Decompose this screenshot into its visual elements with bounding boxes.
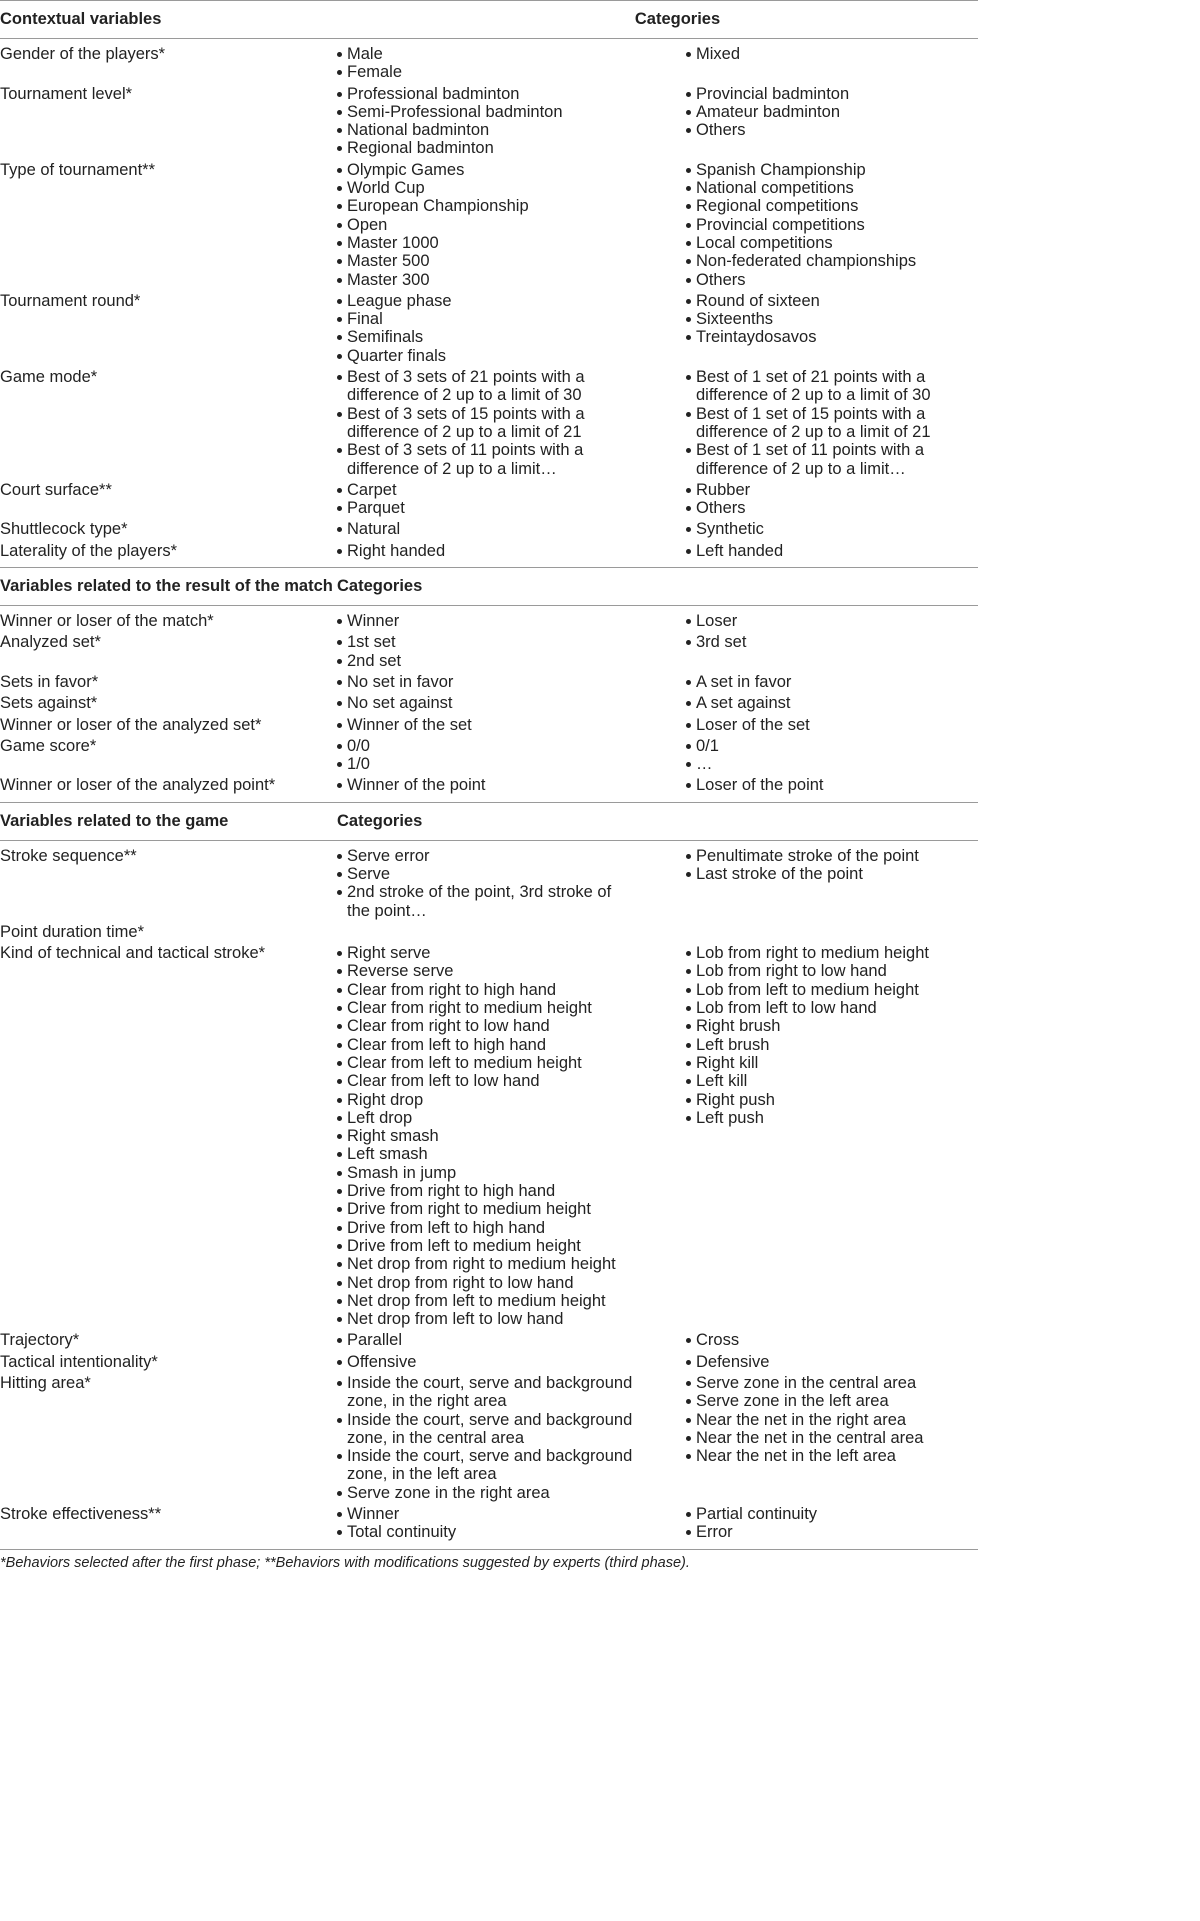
category-item: Amateur badminton	[686, 103, 972, 121]
table-row	[0, 481, 978, 521]
category-item: Rubber	[686, 481, 972, 499]
variable-name: Sets in favor*	[0, 672, 99, 691]
category-item: Male	[337, 45, 634, 63]
section-categories-heading: Categories	[337, 1, 978, 39]
categories-left-column	[337, 520, 686, 541]
section-variables-heading: Variables related to the result of the match	[0, 568, 337, 606]
category-item: 3rd set	[686, 633, 972, 651]
category-list	[686, 85, 972, 140]
category-list	[337, 45, 634, 82]
category-item: Partial continuity	[686, 1505, 972, 1523]
section-categories-heading: Categories	[337, 802, 686, 840]
category-item: Winner of the set	[337, 716, 634, 734]
categories-left-column	[337, 85, 686, 161]
category-list	[337, 1505, 634, 1542]
category-item: National competitions	[686, 179, 972, 197]
categories-left-column	[337, 1505, 686, 1549]
category-item: Serve	[337, 865, 634, 883]
table-row	[0, 85, 978, 161]
category-list	[337, 776, 634, 794]
category-item: 2nd stroke of the point, 3rd stroke of the point…	[337, 883, 634, 920]
category-item: Others	[686, 499, 972, 517]
category-item: Right brush	[686, 1017, 972, 1035]
category-list	[686, 776, 972, 794]
categories-right-column	[686, 161, 978, 292]
table-row	[0, 161, 978, 292]
variable-name: Trajectory*	[0, 1331, 80, 1350]
section-variables-heading: Variables related to the game	[0, 802, 337, 840]
category-item: Left handed	[686, 542, 972, 560]
categories-left-column	[337, 673, 686, 694]
category-list	[337, 542, 634, 560]
category-item: Inside the court, serve and background zone, in the central area	[337, 1411, 634, 1448]
category-item: Winner	[337, 612, 634, 630]
category-list	[337, 633, 634, 670]
table-row	[0, 673, 978, 694]
category-list	[686, 542, 972, 560]
table-row	[0, 612, 978, 633]
categories-right-column	[686, 292, 978, 368]
category-list	[337, 694, 634, 712]
category-item: Winner of the point	[337, 776, 634, 794]
category-item: Inside the court, serve and background zone, in the right area	[337, 1374, 634, 1411]
category-item: Clear from left to low hand	[337, 1072, 634, 1090]
category-item: Penultimate stroke of the point	[686, 847, 972, 865]
category-item: 1st set	[337, 633, 634, 651]
variable-name: Laterality of the players*	[0, 542, 337, 568]
category-item: Clear from left to high hand	[337, 1036, 634, 1054]
category-item: Net drop from right to low hand	[337, 1274, 634, 1292]
table-row	[0, 694, 978, 715]
category-item: Provincial badminton	[686, 85, 972, 103]
category-list	[686, 481, 972, 518]
category-item: Best of 3 sets of 21 points with a difference of 2 up to a limit of 30	[337, 368, 634, 405]
categories-right-column	[686, 368, 978, 481]
category-item: Loser of the set	[686, 716, 972, 734]
category-item: Cross	[686, 1331, 972, 1349]
category-item: Natural	[337, 520, 634, 538]
category-item: Right handed	[337, 542, 634, 560]
category-item: Offensive	[337, 1353, 634, 1371]
categories-left-column	[337, 1353, 686, 1374]
category-list	[686, 612, 972, 630]
categories-left-column	[337, 923, 686, 944]
categories-right-column	[686, 612, 978, 633]
category-item: Spanish Championship	[686, 161, 972, 179]
category-item: Near the net in the central area	[686, 1429, 972, 1447]
category-item: Quarter finals	[337, 347, 634, 365]
table-row	[0, 1331, 978, 1352]
category-item: Left smash	[337, 1145, 634, 1163]
variable-name: Point duration time*	[0, 922, 144, 941]
categories-left-column	[337, 45, 686, 85]
category-list	[686, 633, 972, 651]
category-item: Serve zone in the central area	[686, 1374, 972, 1392]
category-item: Reverse serve	[337, 962, 634, 980]
variable-name: Tournament level*	[0, 84, 133, 103]
category-item: Semifinals	[337, 328, 634, 346]
category-item: Lob from right to medium height	[686, 944, 972, 962]
categories-right-column	[686, 944, 978, 1331]
category-item: A set in favor	[686, 673, 972, 691]
categories-right-column	[686, 542, 978, 568]
category-item: Total continuity	[337, 1523, 634, 1541]
category-item: European Championship	[337, 197, 634, 215]
category-item: Best of 1 set of 11 points with a difference of 2 up to a limit…	[686, 441, 972, 478]
category-list	[337, 1353, 634, 1371]
category-item: Net drop from left to medium height	[337, 1292, 634, 1310]
categories-right-column	[686, 1331, 978, 1352]
category-item: Parquet	[337, 499, 634, 517]
category-list	[686, 161, 972, 289]
section-categories-heading: Categories	[337, 568, 686, 606]
category-list	[686, 292, 972, 347]
categories-right-column	[686, 673, 978, 694]
category-item: 0/0	[337, 737, 634, 755]
categories-right-column	[686, 737, 978, 777]
category-item: Regional badminton	[337, 139, 634, 157]
category-item: Final	[337, 310, 634, 328]
category-list	[337, 520, 634, 538]
category-item: Lob from left to medium height	[686, 981, 972, 999]
category-item: Best of 3 sets of 15 points with a difference of 2 up to a limit of 21	[337, 405, 634, 442]
variable-name: Analyzed set*	[0, 633, 101, 652]
categories-left-column	[337, 1374, 686, 1505]
category-list	[686, 1353, 972, 1371]
category-item: Treintaydosavos	[686, 328, 972, 346]
category-item: Left kill	[686, 1072, 972, 1090]
category-item: Lob from left to low hand	[686, 999, 972, 1017]
category-item: A set against	[686, 694, 972, 712]
category-item: Left push	[686, 1109, 972, 1127]
categories-right-column	[686, 520, 978, 541]
category-item: 0/1	[686, 737, 972, 755]
category-item: Loser	[686, 612, 972, 630]
category-item: Near the net in the right area	[686, 1411, 972, 1429]
category-item: …	[686, 755, 972, 773]
variable-name: Tactical intentionality*	[0, 1352, 158, 1371]
categories-left-column	[337, 776, 686, 802]
table-row	[0, 716, 978, 737]
section-header	[0, 802, 978, 840]
category-item: Error	[686, 1523, 972, 1541]
category-item: Mixed	[686, 45, 972, 63]
table-row	[0, 1353, 978, 1374]
category-item: Smash in jump	[337, 1164, 634, 1182]
categories-right-column	[686, 85, 978, 161]
table-footnote: *Behaviors selected after the first phase; **Behaviors with modifications suggested by experts (third phase).	[0, 1554, 690, 1571]
categories-right-column	[686, 923, 978, 944]
categories-right-column	[686, 481, 978, 521]
variable-name: Tournament round*	[0, 291, 141, 310]
category-list	[686, 737, 972, 774]
variable-name: Winner or loser of the match*	[0, 612, 214, 631]
category-list	[337, 481, 634, 518]
category-item: Left drop	[337, 1109, 634, 1127]
table-row	[0, 1374, 978, 1505]
categories-left-column	[337, 161, 686, 292]
category-item: Local competitions	[686, 234, 972, 252]
section-header	[0, 568, 978, 606]
variable-name: Winner or loser of the analyzed set*	[0, 715, 262, 734]
category-item: Female	[337, 63, 634, 81]
category-item: Serve zone in the left area	[686, 1392, 972, 1410]
category-list	[686, 944, 972, 1127]
category-item: Drive from left to medium height	[337, 1237, 634, 1255]
category-list	[686, 673, 972, 691]
category-list	[686, 45, 972, 63]
section-heading-empty	[686, 802, 978, 840]
category-item: Drive from right to high hand	[337, 1182, 634, 1200]
categories-left-column	[337, 716, 686, 737]
category-list	[686, 1505, 972, 1542]
category-item: Inside the court, serve and background zone, in the left area	[337, 1447, 634, 1484]
categories-right-column	[686, 694, 978, 715]
table-body	[0, 1, 978, 1550]
category-item: Semi-Professional badminton	[337, 103, 634, 121]
category-list	[337, 1374, 634, 1502]
category-item: 2nd set	[337, 652, 634, 670]
table-row	[0, 923, 978, 944]
variable-name: Stroke effectiveness**	[0, 1505, 337, 1549]
category-item: Master 300	[337, 271, 634, 289]
table-row	[0, 292, 978, 368]
categories-left-column	[337, 633, 686, 673]
categories-left-column	[337, 737, 686, 777]
categories-left-column	[337, 944, 686, 1331]
category-item: Clear from right to high hand	[337, 981, 634, 999]
variable-name: Hitting area*	[0, 1374, 91, 1392]
categories-left-column	[337, 847, 686, 923]
variable-name: Stroke sequence**	[0, 846, 137, 865]
categories-right-column	[686, 1353, 978, 1374]
category-item: Olympic Games	[337, 161, 634, 179]
categories-right-column	[686, 1505, 978, 1549]
table-row	[0, 45, 978, 85]
section-header	[0, 1, 978, 39]
category-list	[337, 368, 634, 478]
category-item: Winner	[337, 1505, 634, 1523]
category-item: Right drop	[337, 1091, 634, 1109]
category-item: Lob from right to low hand	[686, 962, 972, 980]
category-item: Synthetic	[686, 520, 972, 538]
variable-name: Game mode*	[0, 368, 98, 387]
category-item: Round of sixteen	[686, 292, 972, 310]
category-item: Others	[686, 271, 972, 289]
category-item: Best of 1 set of 21 points with a difference of 2 up to a limit of 30	[686, 368, 972, 405]
category-item: Defensive	[686, 1353, 972, 1371]
category-item: Best of 1 set of 15 points with a difference of 2 up to a limit of 21	[686, 405, 972, 442]
category-item: Drive from left to high hand	[337, 1219, 634, 1237]
variable-name: Type of tournament**	[0, 160, 156, 179]
categories-right-column	[686, 1374, 978, 1505]
categories-right-column	[686, 633, 978, 673]
table-row	[0, 944, 978, 1331]
category-item: Master 1000	[337, 234, 634, 252]
category-item: Clear from right to medium height	[337, 999, 634, 1017]
categories-left-column	[337, 612, 686, 633]
category-item: World Cup	[337, 179, 634, 197]
category-list	[686, 520, 972, 538]
categories-left-column	[337, 694, 686, 715]
category-list	[686, 1374, 972, 1465]
category-item: National badminton	[337, 121, 634, 139]
categories-left-column	[337, 292, 686, 368]
category-list	[686, 716, 972, 734]
categories-left-column	[337, 368, 686, 481]
category-item: League phase	[337, 292, 634, 310]
variable-name: Kind of technical and tactical stroke*	[0, 944, 266, 963]
variable-name: Shuttlecock type*	[0, 520, 128, 539]
category-item: 1/0	[337, 755, 634, 773]
section-heading-empty	[686, 568, 978, 606]
variable-name: Gender of the players*	[0, 45, 166, 63]
table-row	[0, 368, 978, 481]
category-item: Last stroke of the point	[686, 865, 972, 883]
category-item: Professional badminton	[337, 85, 634, 103]
category-item: Open	[337, 216, 634, 234]
categories-right-column	[686, 716, 978, 737]
category-item: Non-federated championships	[686, 252, 972, 270]
category-item: Serve zone in the right area	[337, 1484, 634, 1502]
variable-name: Winner or loser of the analyzed point*	[0, 776, 337, 802]
category-item: Net drop from left to low hand	[337, 1310, 634, 1328]
category-item: Parallel	[337, 1331, 634, 1349]
category-item: Provincial competitions	[686, 216, 972, 234]
categories-right-column	[686, 45, 978, 85]
category-list	[337, 847, 634, 920]
category-item: Carpet	[337, 481, 634, 499]
category-list	[337, 673, 634, 691]
categories-left-column	[337, 1331, 686, 1352]
category-list	[686, 694, 972, 712]
category-item: Regional competitions	[686, 197, 972, 215]
category-item: No set against	[337, 694, 634, 712]
category-item: Serve error	[337, 847, 634, 865]
categories-right-column	[686, 776, 978, 802]
category-item: Left brush	[686, 1036, 972, 1054]
variable-name: Court surface**	[0, 480, 112, 499]
category-list	[686, 368, 972, 478]
category-item: Others	[686, 121, 972, 139]
category-list	[686, 847, 972, 884]
category-list	[337, 1331, 634, 1349]
categories-right-column	[686, 847, 978, 923]
category-list	[337, 716, 634, 734]
category-item: No set in favor	[337, 673, 634, 691]
category-item: Clear from right to low hand	[337, 1017, 634, 1035]
category-item: Clear from left to medium height	[337, 1054, 634, 1072]
category-item: Right smash	[337, 1127, 634, 1145]
table-row	[0, 633, 978, 673]
category-item: Right push	[686, 1091, 972, 1109]
category-item: Net drop from right to medium height	[337, 1255, 634, 1273]
category-item: Drive from right to medium height	[337, 1200, 634, 1218]
category-list	[337, 161, 634, 289]
category-list	[337, 944, 634, 1328]
category-list	[337, 85, 634, 158]
category-item: Master 500	[337, 252, 634, 270]
section-variables-heading: Contextual variables	[0, 1, 337, 39]
category-item: Best of 3 sets of 11 points with a difference of 2 up to a limit…	[337, 441, 634, 478]
table-row	[0, 542, 978, 568]
table-row	[0, 847, 978, 923]
category-list	[337, 292, 634, 365]
category-item: Sixteenths	[686, 310, 972, 328]
categories-left-column	[337, 542, 686, 568]
category-item: Right serve	[337, 944, 634, 962]
table-row	[0, 776, 978, 802]
category-list	[686, 1331, 972, 1349]
variable-name: Sets against*	[0, 694, 98, 713]
categories-left-column	[337, 481, 686, 521]
table-row	[0, 520, 978, 541]
variable-name: Game score*	[0, 736, 97, 755]
category-list	[337, 612, 634, 630]
category-list	[337, 737, 634, 774]
category-item: Near the net in the left area	[686, 1447, 972, 1465]
table-row	[0, 1505, 978, 1549]
category-item: Right kill	[686, 1054, 972, 1072]
table-row	[0, 737, 978, 777]
category-item: Loser of the point	[686, 776, 972, 794]
